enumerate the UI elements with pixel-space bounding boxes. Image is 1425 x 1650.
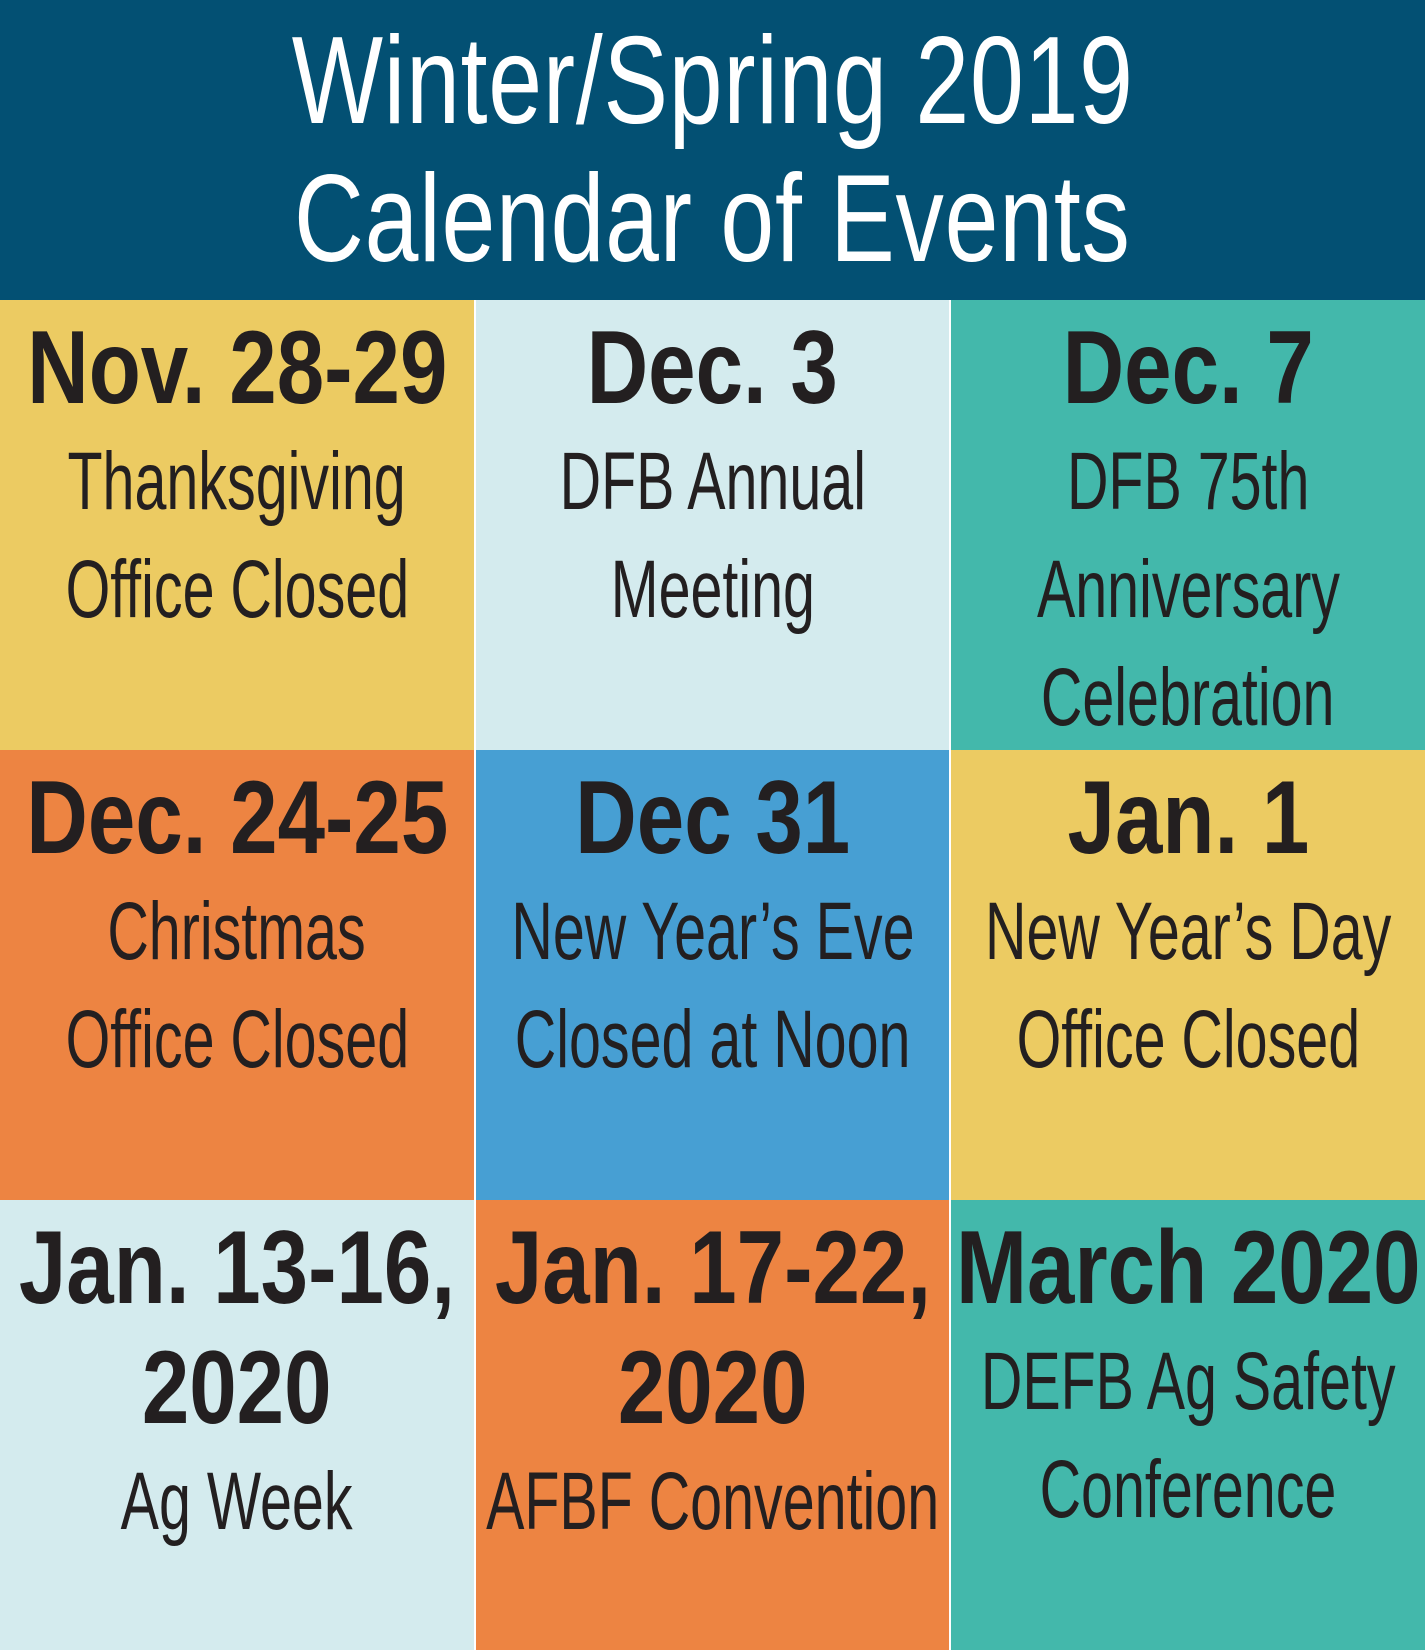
event-description: Closed at Noon [514,994,911,1085]
event-card-thanksgiving [0,300,474,750]
event-description: Office Closed [65,544,409,635]
event-date: Dec. 3 [586,310,839,426]
event-date: Dec 31 [574,760,850,876]
page-title-line-1: Winter/Spring 2019 [291,12,1134,150]
event-description: Ag Week [121,1456,353,1547]
event-card-afbf-convention [476,1200,949,1650]
event-date: 2020 [617,1330,808,1446]
event-card-new-years-eve [476,750,949,1200]
event-card-new-years-day [951,750,1425,1200]
event-date: Jan. 1 [1067,760,1309,876]
events-grid [0,300,1425,1650]
event-description: Meeting [610,544,815,635]
event-date: Nov. 28-29 [26,310,448,426]
event-description: New Year’s Eve [510,886,915,977]
event-date: Jan. 17-22, [494,1210,931,1326]
event-description: Office Closed [1016,994,1360,1085]
event-description: Anniversary [1036,544,1340,635]
event-card-anniversary [951,300,1425,750]
event-card-ag-week [0,1200,474,1650]
event-description: DFB Annual [559,436,866,527]
event-description: DFB 75th [1066,436,1310,527]
event-description: Celebration [1041,652,1335,743]
event-description: New Year’s Day [984,886,1392,977]
page-title-line-2: Calendar of Events [294,150,1131,288]
event-date: Jan. 13-16, [18,1210,456,1326]
event-date: Dec. 24-25 [26,760,448,876]
event-card-annual-meeting [476,300,949,750]
event-description: Conference [1039,1444,1337,1535]
event-description: Office Closed [65,994,409,1085]
event-description: Christmas [107,886,367,977]
calendar-header [0,0,1425,300]
event-card-christmas [0,750,474,1200]
event-date: 2020 [142,1330,332,1446]
event-description: AFBF Convention [485,1456,940,1547]
event-card-ag-safety-conference [951,1200,1425,1650]
event-description: DEFB Ag Safety [980,1336,1396,1427]
event-date: March 2020 [955,1210,1421,1326]
event-description: Thanksgiving [67,436,407,527]
event-date: Dec. 7 [1062,310,1314,426]
